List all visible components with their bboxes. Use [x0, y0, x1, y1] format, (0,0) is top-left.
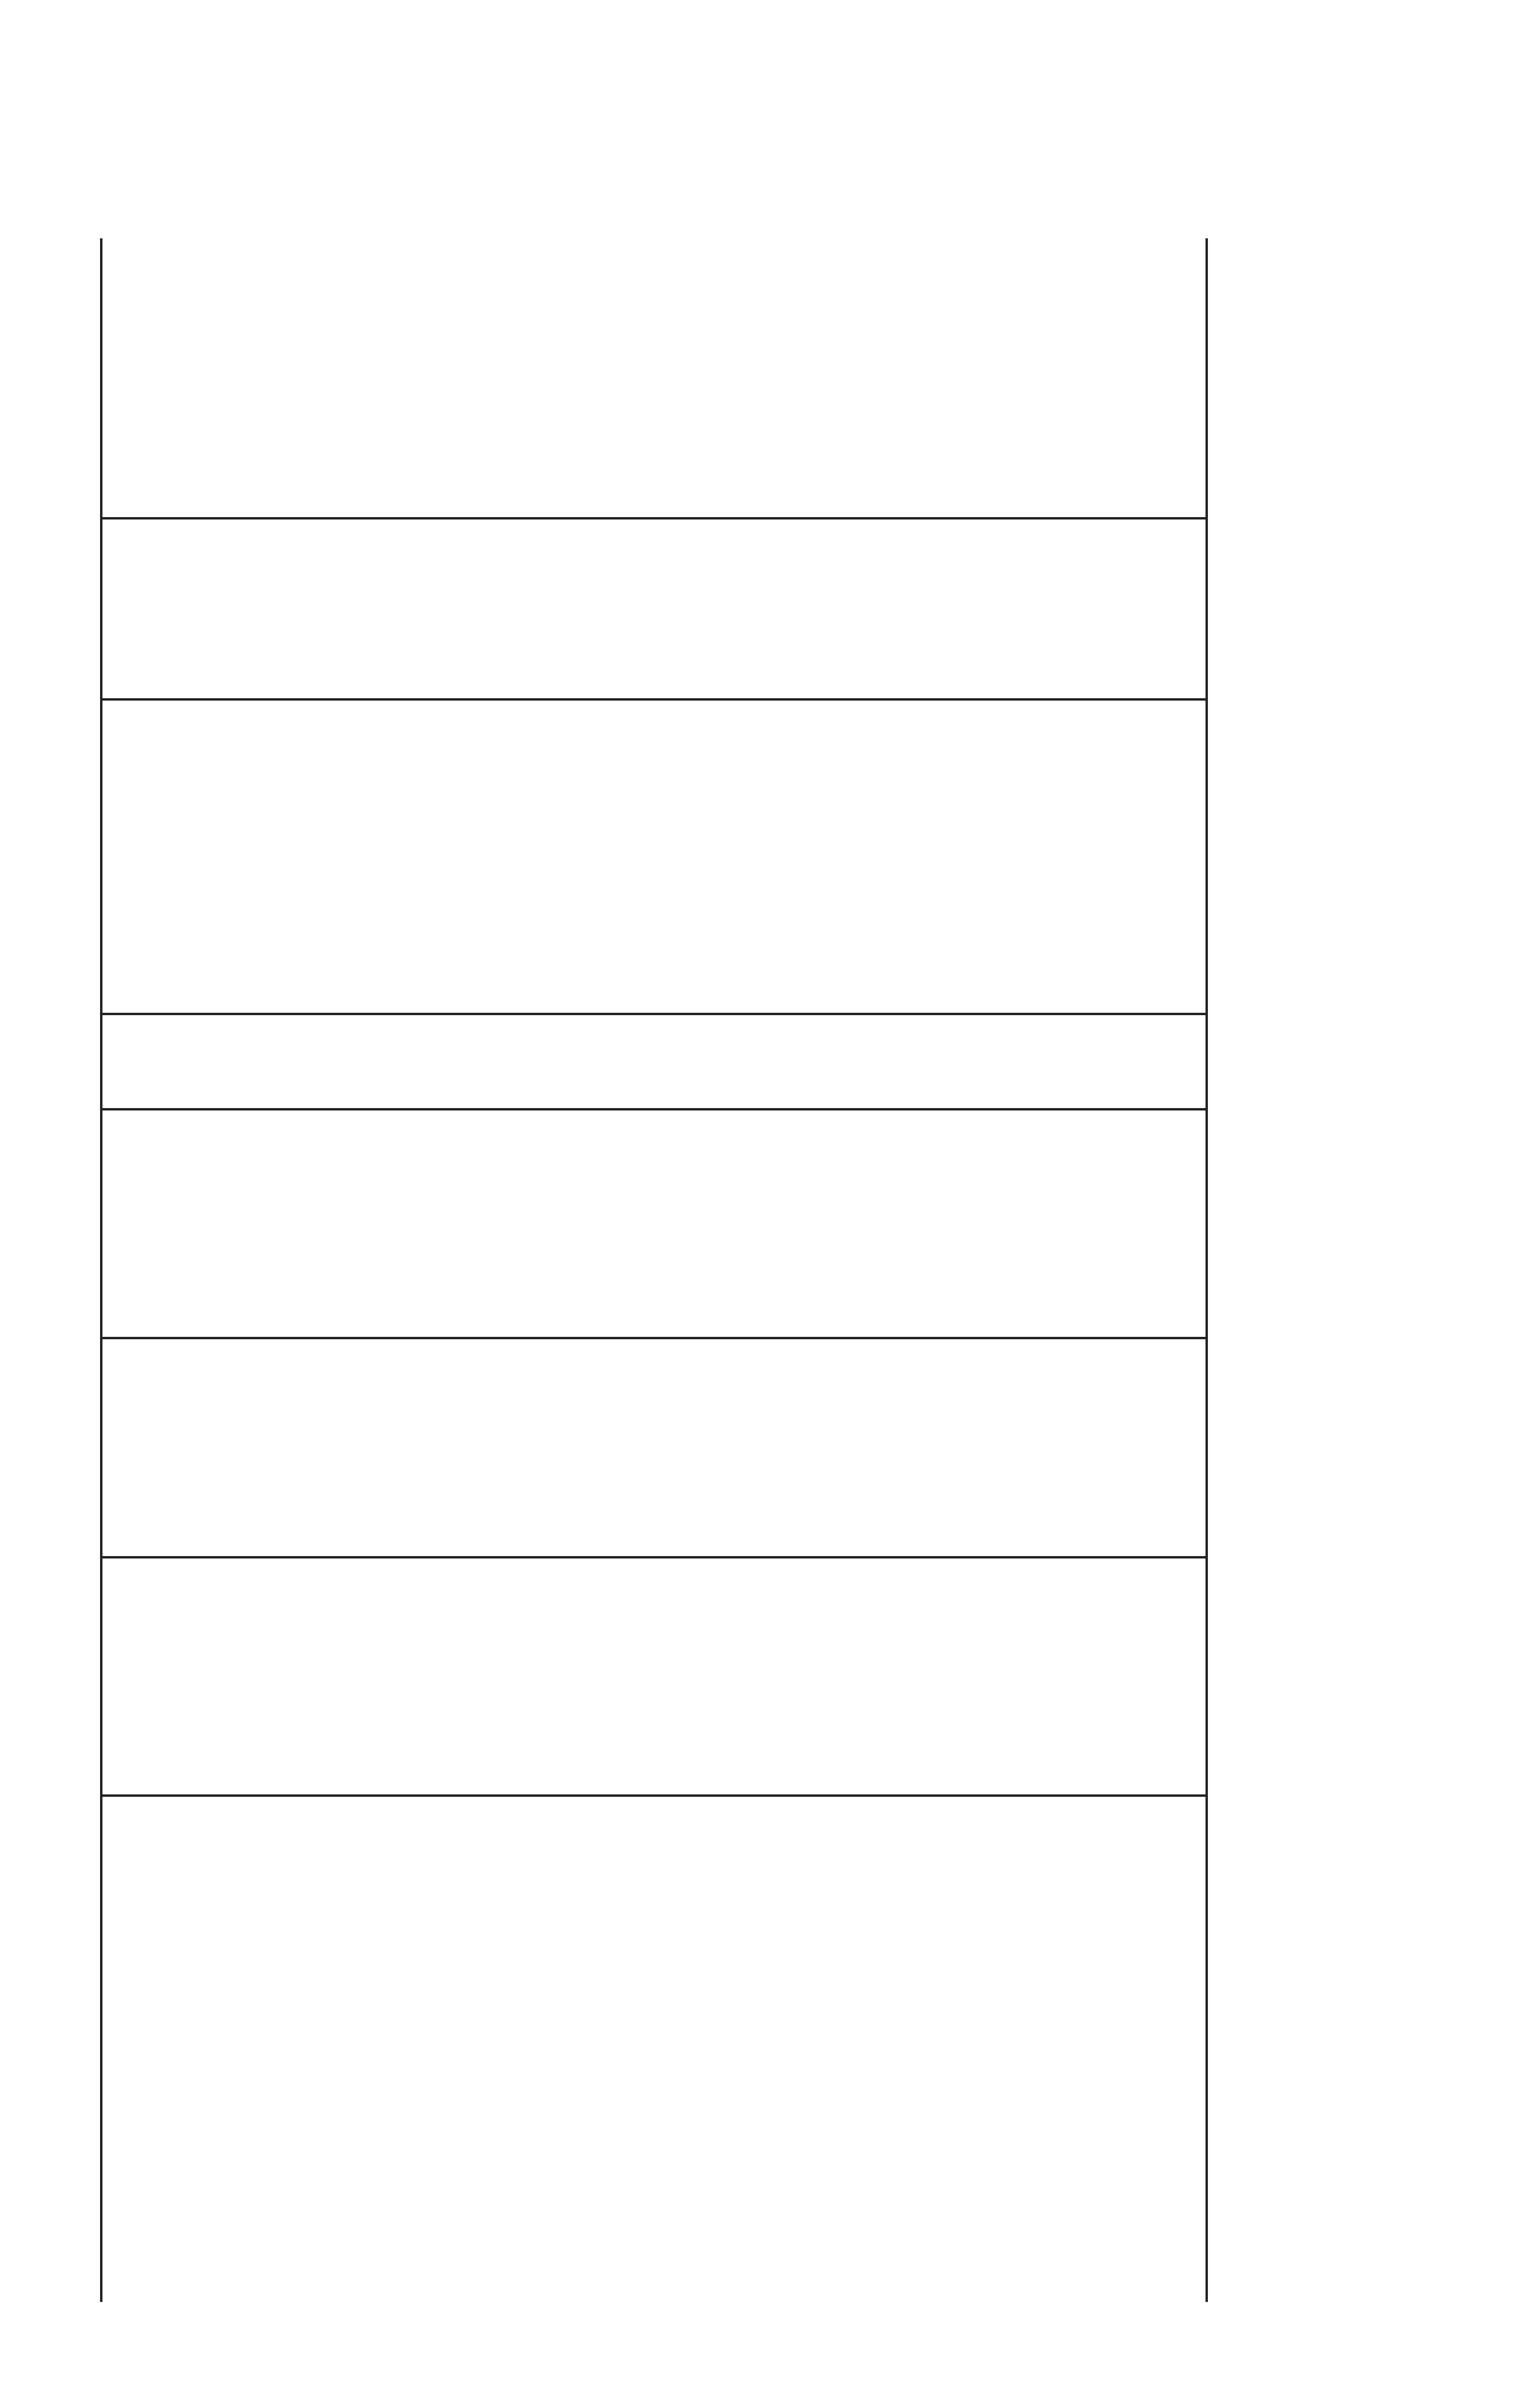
column-divider [100, 1337, 1206, 1339]
column-divider [100, 517, 1206, 519]
column-divider [100, 1108, 1206, 1110]
column-divider [100, 698, 1206, 701]
column-divider [100, 1556, 1206, 1558]
top-rule [100, 238, 102, 2302]
column-divider [100, 1794, 1206, 1797]
rotated-staff-table [100, 176, 1296, 2302]
bottom-rule [1206, 238, 1208, 2302]
column-divider [100, 1013, 1206, 1015]
